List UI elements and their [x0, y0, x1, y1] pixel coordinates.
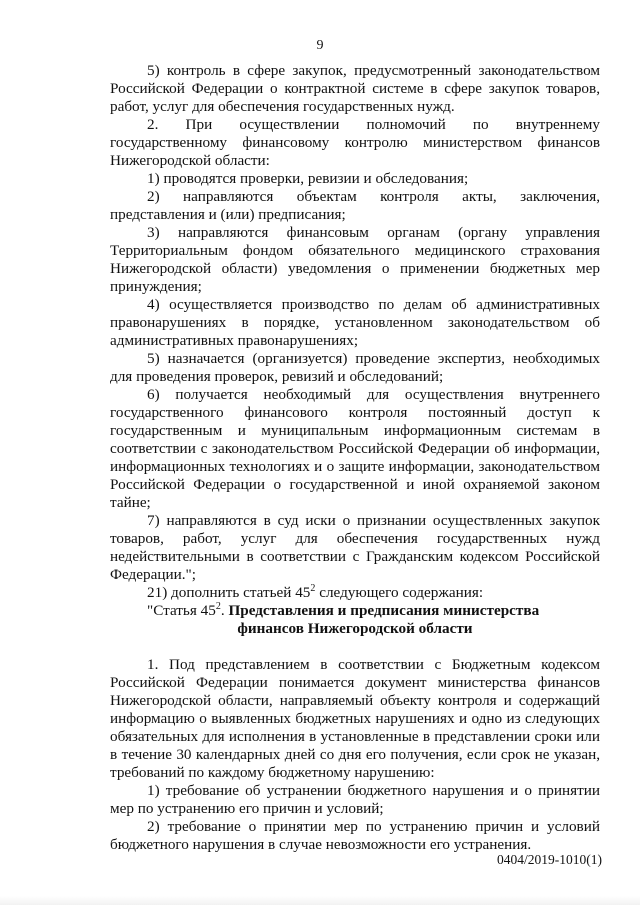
list-item-administrative-cases: 4) осуществляется производство по делам об административных правонарушениях в порядке, установленном законодательством об административных правонарушениях;	[110, 296, 600, 349]
scan-edge	[0, 896, 640, 905]
paragraph-internal-control-powers: 2. При осуществлении полномочий по внутреннему государственному финансовому контролю министерством финансов Нижегородской области:	[110, 116, 600, 169]
article-number-dot: .	[220, 602, 229, 619]
page-number: 9	[316, 38, 324, 53]
list-item-court-claims: 7) направляются в суд иски о признании осуществленных закупок товаров, работ, услуг для обеспечения государственных нужд недействительными в соответствии с Гражданским кодексом Российской Федерации.";	[110, 512, 600, 583]
document-code: 0404/2019-1010(1)	[497, 852, 602, 867]
list-item-information-access: 6) получается необходимый для осуществления внутреннего государственного финансового контроля постоянный доступ к государственным и муниципальным информационным системам в соответствии с законодательством Российской Федерации об информации, информационных технологиях и о защите информации, законодательством Российской Федерации о государственной и иной охраняемой законом тайне;	[110, 386, 600, 511]
list-item-inspections: 1) проводятся проверки, ревизии и обследования;	[147, 170, 469, 187]
article-heading	[110, 602, 600, 620]
article-list-item-remedy: 1) требование об устранении бюджетного нарушения и о принятии мер по устранению его причин и условий;	[110, 782, 600, 817]
addition-text: 21) дополнить статьей 45	[147, 584, 311, 601]
article-number: "Статья 45	[147, 602, 216, 619]
list-item-expertise: 5) назначается (организуется) проведение экспертиз, необходимых для проведения проверок, ревизий и обследований;	[110, 350, 600, 385]
addition-superscript: 2	[310, 583, 316, 594]
list-item-acts: 2) направляются объектам контроля акты, заключения, представления и (или) предписания;	[110, 188, 600, 223]
document-body	[110, 62, 600, 854]
spacer	[110, 638, 600, 656]
article-paragraph-definition: 1. Под представлением в соответствии с Бюджетным кодексом Российской Федерации понимается документ министерства финансов Нижегородской области, направляемый объекту контроля и содержащий информацию о выявленных бюджетных нарушениях и одно из следующих обязательных для исполнения в установленные в представлении сроки или в течение 30 календарных дней со дня его получения, если срок не указан, требований по каждому бюджетному нарушению:	[110, 656, 600, 781]
article-list-item-measures: 2) требование о принятии мер по устранению причин и условий бюджетного нарушения в случае невозможности его устранения.	[110, 818, 600, 853]
article-title-line2: финансов Нижегородской области	[237, 620, 473, 637]
paragraph-addition	[110, 584, 600, 602]
list-item-notifications: 3) направляются финансовым органам (органу управления Территориальным фондом обязательного медицинского страхования Нижегородской области) уведомления о применении бюджетных мер принуждения;	[110, 224, 600, 295]
addition-text-end: следующего содержания:	[315, 584, 484, 601]
article-superscript: 2	[215, 601, 221, 612]
paragraph-procurement-control: 5) контроль в сфере закупок, предусмотренный законодательством Российской Федерации о контрактной системе в сфере закупок товаров, работ, услуг для обеспечения государственных нужд.	[110, 62, 600, 115]
article-title-line1: Представления и предписания министерства	[228, 602, 540, 619]
